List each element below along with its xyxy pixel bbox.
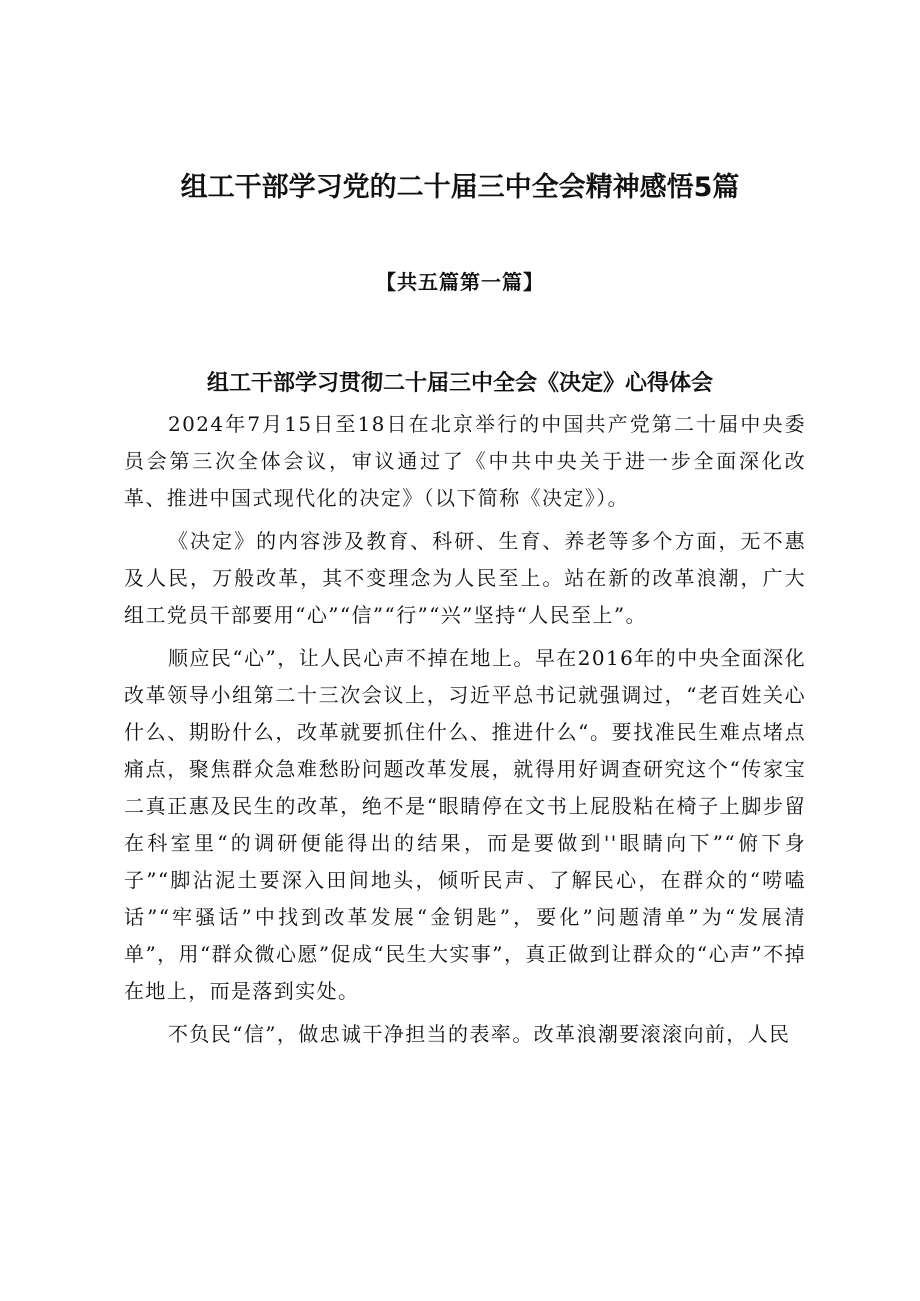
paragraph-2: 《决定》的内容涉及教育、科研、生育、养老等多个方面，无不惠及人民，万般改革，其不变理念为人民至上。站在新的改革浪潮，广大组工党员干部要用“心”“信”“行”“兴”坚持“人民至上”。 bbox=[124, 529, 806, 627]
document-title: 组工干部学习党的二十届三中全会精神感悟5篇 bbox=[180, 172, 740, 203]
part-label: 【共五篇第一篇】 bbox=[376, 270, 544, 294]
paragraph-4: 不负民“信”，做忠诚干净担当的表率。改革浪潮要滚滚向前，人民 bbox=[168, 1022, 791, 1046]
paragraph-3: 顺应民“心”，让人民心声不掉在地上。早在2016年的中央全面深化改革领导小组第二十三次会议上，习近平总书记就强调过，“老百姓关心什么、期盼什么，改革就要抓住什么、推进什么“。要找准民生难点堵点痛点，聚焦群众急难愁盼问题改革发展，就得用好调查研究这个“传家宝二真正惠及民生的改革，绝不是“眼睛停在文书上屁股粘在椅子上脚步留在科室里“的调研便能得出的结果，而是要做到''眼睛向下”“俯下身子”“脚沾泥土要深入田间地头，倾听民声、了解民心，在群众的“唠嗑话”“牢骚话”中找到改革发展“金钥匙”，要化”问题清单”为“发展清单”，用“群众微心愿”促成“民生大实事”，真正做到让群众的“心声”不掉在地上，而是落到实处。 bbox=[124, 646, 806, 1003]
paragraph-1: 2024年7月15日至18日在北京举行的中国共产党第二十届中央委员会第三次全体会议，审议通过了《中共中央关于进一步全面深化改革、推进中国式现代化的决定》（以下简称《决定》）。 bbox=[124, 412, 806, 510]
article-title: 组工干部学习贯彻二十届三中全会《决定》心得体会 bbox=[206, 371, 713, 396]
article-body bbox=[124, 406, 806, 1059]
